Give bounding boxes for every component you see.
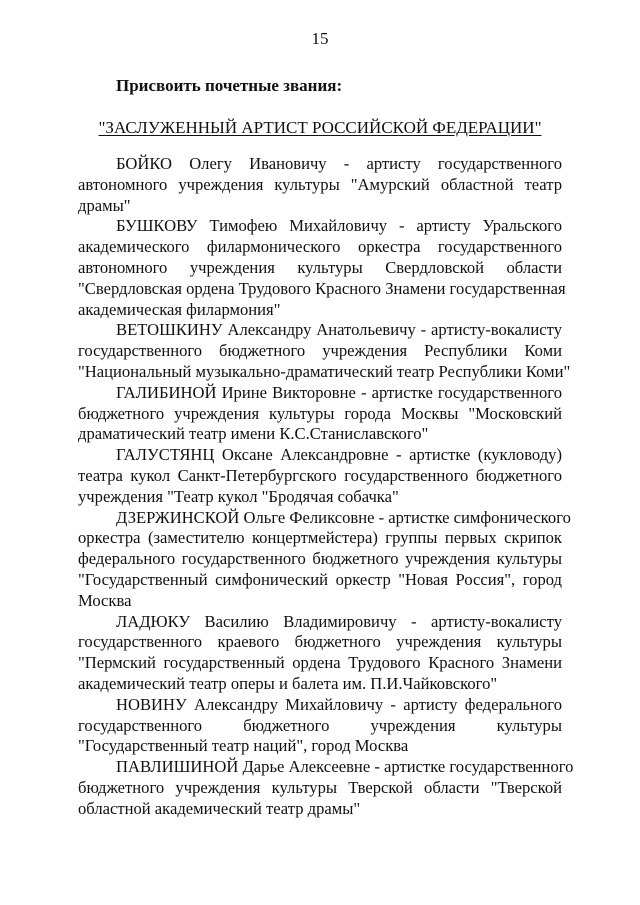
paragraph-line: бюджетного учреждения культуры Тверской области "Тверской [78, 777, 562, 797]
paragraph-line: драматический театр имени К.С.Станиславского" [78, 424, 429, 444]
honorary-title: "ЗАСЛУЖЕННЫЙ АРТИСТ РОССИЙСКОЙ ФЕДЕРАЦИИ" [98, 118, 542, 137]
section-heading: Присвоить почетные звания: [116, 76, 343, 95]
paragraph-line: ГАЛИБИНОЙ Ирине Викторовне - артистке государственного [116, 382, 562, 402]
paragraph-line: оркестра (заместителю концертмейстера) группы первых скрипок [78, 528, 562, 548]
paragraph-line: ЛАДЮКУ Василию Владимировичу - артисту-вокалисту [116, 611, 562, 631]
paragraph-line: академический театр оперы и балета им. П.И.Чайковского" [78, 673, 498, 693]
awardee-list [78, 154, 574, 820]
awardee-paragraph [78, 320, 571, 382]
paragraph-line: учреждения "Театр кукол "Бродячая собачка" [78, 486, 399, 506]
paragraph-line: БОЙКО Олегу Ивановичу - артисту государственного [116, 154, 562, 173]
awardee-paragraph [78, 383, 562, 445]
paragraph-line: академического филармонического оркестра государственного [78, 237, 562, 257]
paragraph-line: государственного бюджетного учреждения Республики Коми [78, 341, 562, 361]
paragraph-line: "Национальный музыкально-драматический театр Республики Коми" [78, 361, 571, 381]
paragraph-line: театра кукол Санкт-Петербургского государственного бюджетного [78, 465, 562, 485]
paragraph-line: бюджетного учреждения культуры города Москвы "Московский [78, 403, 562, 423]
paragraph-line: Москва [78, 590, 132, 610]
paragraph-line: ГАЛУСТЯНЦ Оксане Александровне - артистке (кукловоду) [116, 445, 562, 465]
paragraph-line: "Пермский государственный ордена Трудового Красного Знамени [78, 653, 562, 673]
paragraph-line: автономного учреждения культуры Свердловской области [78, 257, 562, 277]
paragraph-line: "Государственный театр наций", город Москва [78, 736, 409, 756]
paragraph-line: государственного краевого бюджетного учреждения культуры [78, 632, 562, 652]
paragraph-line: НОВИНУ Александру Михайловичу - артисту федерального [116, 694, 562, 714]
paragraph-line: БУШКОВУ Тимофею Михайловичу - артисту Уральского [116, 216, 562, 236]
awardee-paragraph [78, 612, 562, 695]
paragraph-line: государственного бюджетного учреждения культуры [78, 715, 562, 735]
paragraph-line: федерального государственного бюджетного учреждения культуры [78, 549, 562, 569]
paragraph-line: драмы" [78, 195, 131, 215]
paragraph-line: ВЕТОШКИНУ Александру Анатольевичу - артисту-вокалисту [116, 320, 562, 340]
awardee-paragraph [78, 154, 562, 216]
awardee-paragraph [78, 445, 562, 507]
page-number: 15 [311, 29, 329, 48]
awardee-paragraph [78, 757, 574, 819]
paragraph-line: "Государственный симфонический оркестр "Новая Россия", город [78, 569, 562, 589]
paragraph-line: ПАВЛИШИНОЙ Дарье Алексеевне - артистке государственного [116, 757, 574, 777]
honorary-title-block [0, 118, 640, 138]
paragraph-line: академическая филармония" [78, 299, 281, 319]
paragraph-line: автономного учреждения культуры "Амурский областной театр [78, 174, 562, 194]
awardee-paragraph [78, 216, 566, 320]
awardee-paragraph [78, 695, 562, 757]
paragraph-line: областной академический театр драмы" [78, 798, 361, 818]
paragraph-line: ДЗЕРЖИНСКОЙ Ольге Феликсовне - артистке симфонического [116, 507, 571, 527]
paragraph-line: "Свердловская ордена Трудового Красного Знамени государственная [78, 278, 566, 298]
awardee-paragraph [78, 507, 571, 612]
